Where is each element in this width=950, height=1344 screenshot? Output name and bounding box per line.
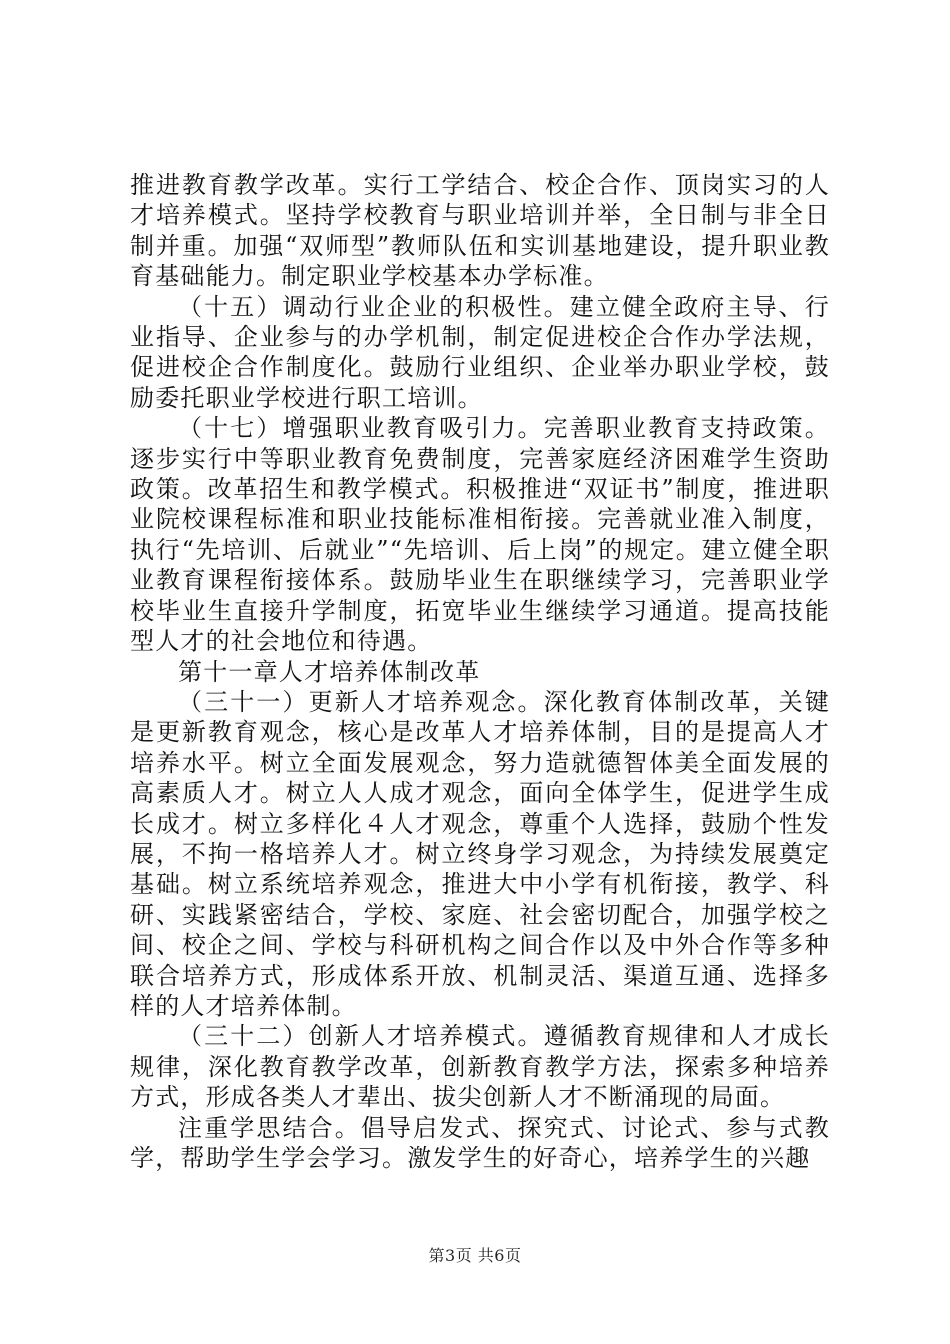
page-number-footer: 第3页 共6页 [428, 1246, 522, 1265]
paragraph-vocational-reform-continuation: 推进教育教学改革。实行工学结合、校企合作、顶岗实习的人才培养模式。坚持学校教育与职业培训并举，全日制与非全日制并重。加强“双师型”教师队伍和实训基地建设，提升职业教育基础能力。制定职业学校基本办学标准。 [130, 171, 830, 291]
paragraph-learning-thinking: 注重学思结合。倡导启发式、探究式、讨论式、参与式教学，帮助学生学会学习。激发学生的好奇心，培养学生的兴趣 [130, 1113, 830, 1172]
paragraph-section-32: （三十二）创新人才培养模式。遵循教育规律和人才成长规律，深化教育教学改革，创新教育教学方法，探索多种培养方式，形成各类人才辈出、拔尖创新人才不断涌现的局面。 [130, 1022, 830, 1112]
document-body [130, 170, 830, 1173]
paragraph-section-31: （三十一）更新人才培养观念。深化教育体制改革，关键是更新教育观念，核心是改革人才培养体制，目的是提高人才培养水平。树立全面发展观念，努力造就德智体美全面发展的高素质人才。树立人人成才观念，面向全体学生，促进学生成长成才。树立多样化４人才观念，尊重个人选择，鼓励个性发展，不拘一格培养人才。树立终身学习观念，为持续发展奠定基础。树立系统培养观念，推进大中小学有机衔接，教学、科研、实践紧密结合，学校、家庭、社会密切配合，加强学校之间、校企之间、学校与科研机构之间合作以及中外合作等多种联合培养方式，形成体系开放、机制灵活、渠道互通、选择多样的人才培养体制。 [130, 687, 830, 1020]
paragraph-section-15: （十五）调动行业企业的积极性。建立健全政府主导、行业指导、企业参与的办学机制，制定促进校企合作办学法规，促进校企合作制度化。鼓励行业组织、企业举办职业学校，鼓励委托职业学校进行职工培训。 [130, 292, 830, 412]
chapter-heading: 第十一章人才培养体制改革 [178, 657, 481, 686]
paragraph-section-17: （十七）增强职业教育吸引力。完善职业教育支持政策。逐步实行中等职业教育免费制度，完善家庭经济困难学生资助政策。改革招生和教学模式。积极推进“双证书”制度，推进职业院校课程标准和职业技能标准相衔接。完善就业准入制度，执行“先培训、后就业”“先培训、后上岗”的规定。建立健全职业教育课程衔接体系。鼓励毕业生在职继续学习，完善职业学校毕业生直接升学制度，拓宽毕业生继续学习通道。提高技能型人才的社会地位和待遇。 [130, 414, 830, 656]
